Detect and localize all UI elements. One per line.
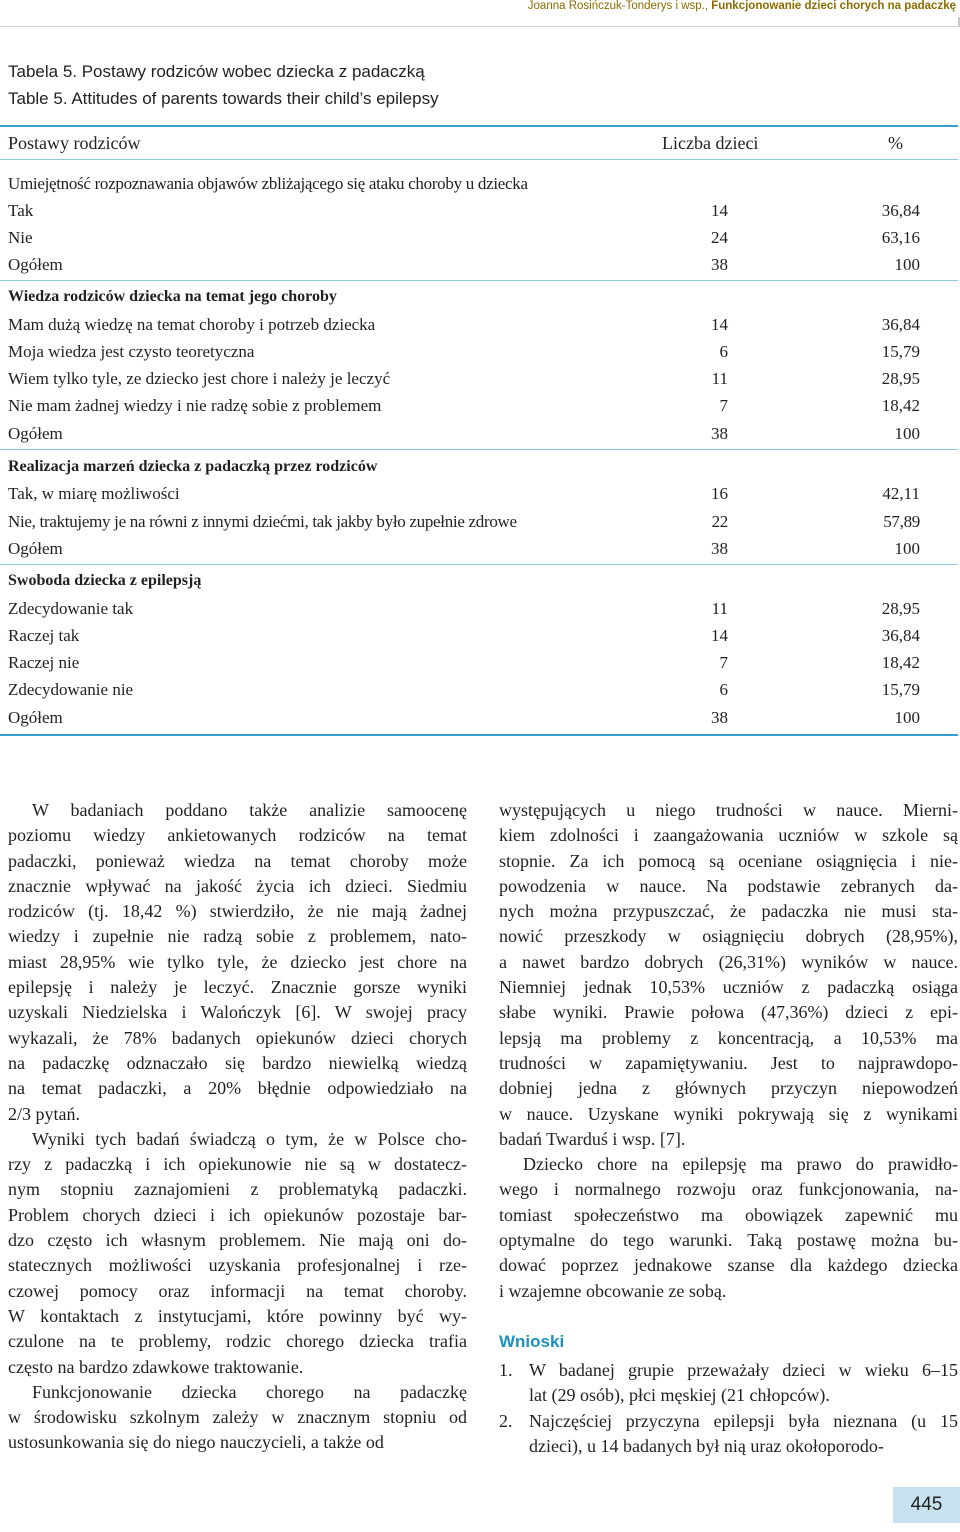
text-line: wykazali, że 78% badanych opiekunów dzieci chorych <box>8 1027 467 1048</box>
text-line: powodzenia w nauce. Na podstawie zebranych da- <box>499 875 958 896</box>
table-row-total: Ogółem 38 100 <box>8 255 920 274</box>
text-line: W badanej grupie przeważały dzieci w wieku 6–15 <box>529 1360 958 1380</box>
text-line: i wzajemne obcowanie ze sobą. <box>499 1280 727 1301</box>
text-line: Funkcjonowanie dziecka chorego na padaczkę <box>32 1381 467 1402</box>
body-left-column <box>8 798 467 1456</box>
text-line: Wyniki tych badań świadczą o tym, że w Polsce cho- <box>32 1128 467 1149</box>
paragraph <box>8 1127 467 1380</box>
text-line: nych można przypuszczać, że padaczka nie musi sta- <box>499 901 958 922</box>
text-line: rzy z padaczką i ich opiekunowie nie są w dostatecz- <box>8 1154 467 1175</box>
paragraph <box>8 1380 467 1456</box>
text-line: lepsją ma problemy z koncentracją, a 10,53% ma <box>499 1027 958 1048</box>
table-row: Nie mam żadnej wiedzy i nie radzę sobie z problemem 7 18,42 <box>8 396 920 415</box>
table-header-row <box>0 131 958 155</box>
table-row: Nie 24 63,16 <box>8 228 920 247</box>
paragraph <box>8 798 467 1127</box>
running-head-text <box>528 0 956 12</box>
table-row: Raczej tak 14 36,84 <box>8 626 920 645</box>
text-line: W kontaktach z instytucjami, które powinny być wy- <box>8 1305 467 1326</box>
text-line: czulone na te problemy, rodzic chorego dziecka trafia <box>8 1331 467 1352</box>
table-row-total: Ogółem 38 100 <box>8 708 920 727</box>
text-line: dzo często ich własnym problemem. Nie mają oni do- <box>8 1230 467 1251</box>
text-line: ustosunkowania się do niego nauczycieli, a także od <box>8 1432 384 1453</box>
text-line: epilepsję i należy je leczyć. Znacznie gorsze wyniki <box>8 977 467 998</box>
table-row: Zdecydowanie tak 11 28,95 <box>8 599 920 618</box>
section-rule <box>0 449 958 450</box>
text-line: na temat padaczki, a 20% błędnie odpowiedziało na <box>8 1078 467 1099</box>
paragraph <box>499 1152 958 1304</box>
text-line: dować poprzez jednakowe szanse dla każdego dziecka <box>499 1255 958 1276</box>
text-line: Niemniej jednak 10,53% uczniów z padaczką osiąga <box>499 977 958 998</box>
text-line: w środowisku szkolnym zależy w znacznym stopniu od <box>8 1407 467 1428</box>
table-row: Moja wiedza jest czysto teoretyczna 6 15,79 <box>8 342 920 361</box>
table-top-rule <box>0 125 958 127</box>
table-row: Mam dużą wiedzę na temat choroby i potrzeb dziecka 14 36,84 <box>8 315 920 334</box>
header-count: Liczba dzieci <box>662 133 759 153</box>
text-line: nowić przeszkody w osiągnięciu dobrych (28,95%), <box>499 926 958 947</box>
text-line: czowej pomocy oraz informacji na temat choroby. <box>8 1280 467 1301</box>
conclusion-item <box>499 1409 958 1460</box>
running-head <box>0 0 960 27</box>
table-caption <box>8 58 439 112</box>
paragraph <box>499 798 958 1152</box>
conclusion-number: 2. <box>499 1410 513 1431</box>
conclusion-item <box>499 1358 958 1409</box>
table-row: Tak, w miarę możliwości 16 42,11 <box>8 484 920 503</box>
text-line: w nauce. Uzyskane wyniki pokrywają się z wynikami <box>499 1103 958 1124</box>
text-line: znacznie wpływać na jakość życia ich dzieci. Siedmiu <box>8 875 467 896</box>
text-line: dobniej jedna z głównych przyczyn niepowodzeń <box>499 1078 958 1099</box>
text-line: Dziecko chore na epilepsję ma prawo do prawidło- <box>523 1154 958 1175</box>
text-line: nym stopniu zaznajomieni z problematyką padaczki. <box>8 1179 467 1200</box>
text-line: lat (29 osób), płci męskiej (21 chłopców). <box>529 1385 830 1406</box>
table-row: Zdecydowanie nie 6 15,79 <box>8 680 920 699</box>
header-percent: % <box>888 133 903 153</box>
page-number: 445 <box>893 1487 960 1523</box>
text-line: kiem zdolności i zaangażowania uczniów w szkole są <box>499 825 958 846</box>
text-line: na padaczkę odznaczało się bardzo niewielką wiedzą <box>8 1052 467 1073</box>
table-caption-en: Table 5. Attitudes of parents towards their child’s epilepsy <box>8 89 439 108</box>
conclusion-number: 1. <box>499 1360 513 1380</box>
text-line: poziomu wiedzy ankietowanych rodziców na temat <box>8 825 467 846</box>
table-row: Tak 14 36,84 <box>8 201 920 220</box>
text-line: uzyskali Niedzielska i Walończyk [6]. W swojej pracy <box>8 1002 467 1023</box>
text-line: a nawet bardzo dobrych (26,31%) wyników w nauce. <box>499 951 958 972</box>
table-row: Raczej nie 7 18,42 <box>8 653 920 672</box>
section-title: Umiejętność rozpoznawania objawów zbliżającego się ataku choroby u dziecka <box>8 174 528 193</box>
body-right-column <box>499 798 958 1304</box>
text-line: dzieci), u 14 badanych był nią uraz okołoporodo- <box>529 1435 884 1456</box>
section-title: Swoboda dziecka z epilepsją <box>8 572 202 589</box>
text-line: słabe wyniki. Prawie połowa (47,36%) dzieci z epi- <box>499 1002 958 1023</box>
conclusions-heading: Wnioski <box>499 1332 565 1351</box>
text-line: rodziców (tj. 18,42 %) stwierdziło, że nie mają żadnej <box>8 901 467 922</box>
table-caption-pl: Tabela 5. Postawy rodziców wobec dziecka z padaczką <box>8 62 425 81</box>
text-line: statecznych możliwości uzyskania profesjonalnej i rze- <box>8 1255 467 1276</box>
table-header-rule <box>0 159 958 160</box>
text-line: badań Twarduś i wsp. [7]. <box>499 1128 686 1149</box>
conclusions-list <box>499 1358 958 1459</box>
section-title: Wiedza rodziców dziecka na temat jego choroby <box>8 288 337 305</box>
text-line: stopnie. Za ich pomocą są oceniane osiągnięcia i nie- <box>499 850 958 871</box>
text-line: tomiast społeczeństwo ma obowiązek zapewnić mu <box>499 1204 958 1225</box>
header-attitudes: Postawy rodziców <box>8 133 141 153</box>
text-line: optymalne do tego warunki. Taką postawę można bu- <box>499 1230 958 1251</box>
text-line: 2/3 pytań. <box>8 1103 80 1124</box>
text-line: trudności w zapamiętywaniu. Jest to najprawdopo- <box>499 1052 958 1073</box>
text-line: miast 28,95% wie tylko tyle, że dziecko jest chore na <box>8 951 467 972</box>
section-title: Realizacja marzeń dziecka z padaczką przez rodziców <box>8 458 378 475</box>
text-line: często na bardzo zdawkowe traktowanie. <box>8 1356 304 1377</box>
running-head-authors: Joanna Rosińczuk-Tonderys i wsp., <box>527 0 709 12</box>
table-row: Nie, traktujemy je na równi z innymi dziećmi, tak jakby było zupełnie zdrowe 22 57,89 <box>8 512 920 531</box>
table-row: Wiem tylko tyle, ze dziecko jest chore i należy je leczyć 11 28,95 <box>8 369 920 388</box>
table-row-total: Ogółem 38 100 <box>8 539 920 558</box>
text-line: padaczki, ponieważ wiedza na temat choroby może <box>8 850 467 871</box>
text-line: wiedzy i zupełnie nie radzą sobie z problemem, nato- <box>8 926 467 947</box>
text-line: W badaniach poddano także analizie samoocenę <box>32 800 467 820</box>
running-head-title: Funkcjonowanie dzieci chorych na padaczkę <box>711 0 956 12</box>
text-line: Problem chorych dzieci i ich opiekunów pozostaje bar- <box>8 1204 467 1225</box>
text-line: wego i normalnego rozwoju oraz funkcjonowania, na- <box>499 1179 958 1200</box>
table-row-total: Ogółem 38 100 <box>8 424 920 443</box>
section-rule <box>0 280 958 281</box>
text-line: występujących u niego trudności w nauce. Mierni- <box>499 800 958 820</box>
section-rule <box>0 564 958 565</box>
table-bottom-rule <box>0 734 958 736</box>
text-line: Najczęściej przyczyna epilepsji była nieznana (u 15 <box>529 1410 958 1431</box>
